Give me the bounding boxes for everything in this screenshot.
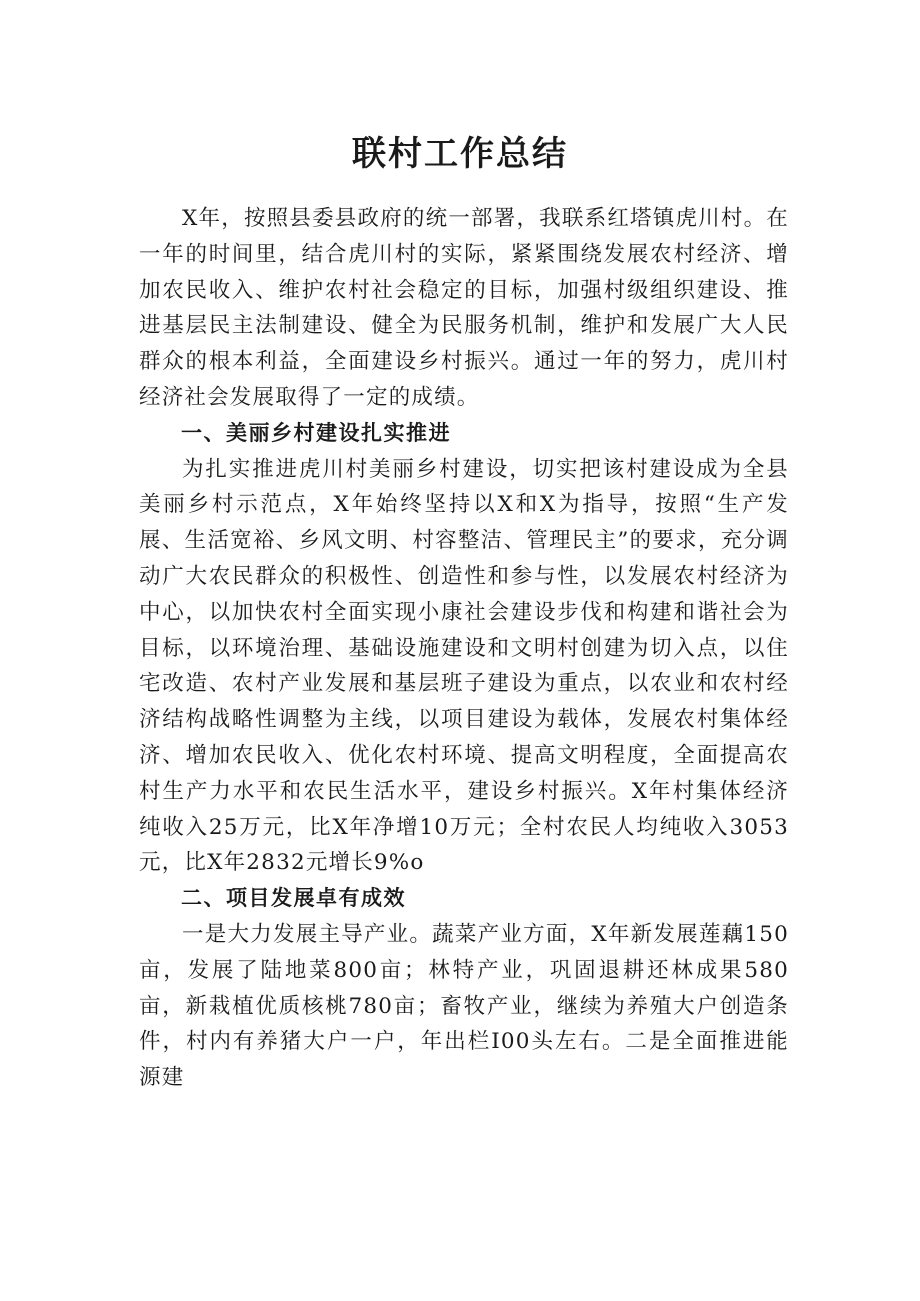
- section-paragraph-1: 为扎实推进虎川村美丽乡村建设，切实把该村建设成为全县美丽乡村示范点，X年始终坚持以X和X为指导，按照“生产发展、生活宽裕、乡风文明、村容整洁、管理民主”的要求，充分调动广大农民群众的积极性、创造性和参与性，以发展农村经济为中心，以加快农村全面实现小康社会建设步伐和构建和谐社会为目标，以环境治理、基础设施建设和文明村创建为切入点，以住宅改造、农村产业发展和基层班子建设为重点，以农业和农村经济结构战略性调整为主线，以项目建设为载体，发展农村集体经济、增加农民收入、优化农村环境、提高文明程度，全面提高农村生产力水平和农民生活水平，建设乡村振兴。X年村集体经济纯收入25万元，比X年净增10万元；全村农民人均纯收入3053元，比X年2832元增长9%o: [139, 456, 789, 876]
- section-heading-1: 一、美丽乡村建设扎实推进: [181, 420, 451, 445]
- document-body: [139, 201, 789, 1096]
- section-paragraph-2: 一是大力发展主导产业。蔬菜产业方面，X年新发展莲藕150亩，发展了陆地菜800亩；林特产业，巩固退耕还林成果580亩，新栽植优质核桃780亩；畜牧产业，继续为养殖大户创造条件，村内有养猪大户一户，年出栏I00头左右。二是全面推进能源建: [139, 921, 789, 1091]
- section-heading-2: 二、项目发展卓有成效: [181, 886, 406, 911]
- intro-paragraph: X年，按照县委县政府的统一部署，我联系红塔镇虎川村。在一年的时间里，结合虎川村的实际，紧紧围绕发展农村经济、增加农民收入、维护农村社会稳定的目标，加强村级组织建设、推进基层民主法制建设、健全为民服务机制，维护和发展广大人民群众的根本利益，全面建设乡村振兴。通过一年的努力，虎川村经济社会发展取得了一定的成绩。: [139, 206, 789, 410]
- document-title: 联村工作总结: [352, 134, 568, 174]
